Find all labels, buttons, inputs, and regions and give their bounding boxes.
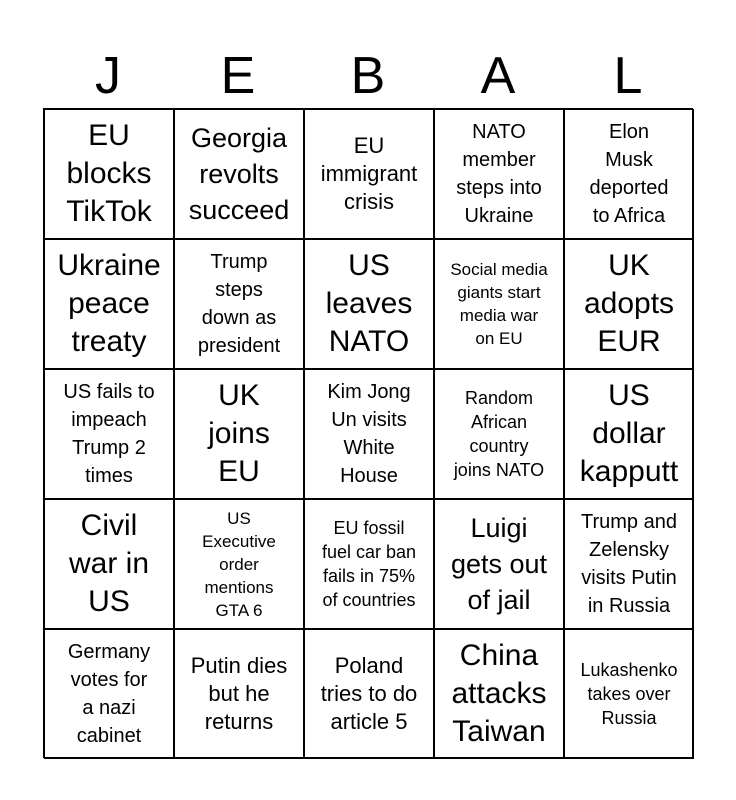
cell-text: EU immigrant crisis [320,133,418,214]
cell-text: Trump steps down as president [197,251,281,357]
bingo-cell[interactable] [564,629,694,759]
header-letter-e: E [220,47,256,105]
bingo-cell[interactable] [44,109,174,239]
cell-text: Civil war in US [68,509,150,618]
cell-text: NATO member steps into Ukraine [456,121,542,227]
cell-text: UK adopts EUR [583,249,675,358]
bingo-cell[interactable] [434,499,564,629]
bingo-cell[interactable] [434,109,564,239]
cell-text: US leaves NATO [325,249,413,358]
bingo-cell[interactable] [434,239,564,369]
bingo-cell[interactable] [434,369,564,499]
header-letter-b: B [350,47,386,105]
cell-text: Germany votes for a nazi cabinet [67,641,151,747]
bingo-cell[interactable] [564,499,694,629]
cell-text: Georgia revolts succeed [188,123,290,225]
bingo-cell[interactable] [304,499,434,629]
bingo-cell[interactable] [44,629,174,759]
cell-text: Elon Musk deported to Africa [589,121,669,227]
header-letter-l: L [613,47,643,105]
cell-text: Kim Jong Un visits White House [327,381,411,487]
bingo-cell[interactable] [174,109,304,239]
bingo-cell[interactable] [304,369,434,499]
bingo-cell[interactable] [304,629,434,759]
header-letter-j: J [95,47,121,105]
cell-text: US fails to impeach Trump 2 times [63,381,155,487]
cell-text: Poland tries to do article 5 [320,653,418,734]
bingo-cell[interactable] [44,239,174,369]
bingo-grid [43,108,693,758]
bingo-cell[interactable] [304,239,434,369]
bingo-cell[interactable] [44,499,174,629]
bingo-cell[interactable] [434,629,564,759]
cell-text: Social media giants start media war on EU [450,260,548,348]
cell-text: UK joins EU [208,379,270,488]
cell-text: Lukashenko takes over Russia [580,660,678,728]
bingo-cell[interactable] [304,109,434,239]
cell-text: EU fossil fuel car ban fails in 75% of countries [321,518,417,610]
cell-text: Putin dies but he returns [190,653,288,734]
cell-text: US dollar kapputt [579,379,679,488]
bingo-cell[interactable] [564,369,694,499]
bingo-cell[interactable] [174,239,304,369]
cell-text: EU blocks TikTok [66,119,152,228]
bingo-header [43,44,693,108]
bingo-cell[interactable] [564,239,694,369]
bingo-cell[interactable] [174,629,304,759]
bingo-cell[interactable] [44,369,174,499]
bingo-cell[interactable] [174,369,304,499]
header-letter-a: A [480,47,516,105]
cell-text: China attacks Taiwan [451,639,547,748]
cell-text: Luigi gets out of jail [450,513,548,615]
cell-text: Ukraine peace treaty [57,249,161,358]
cell-text: US Executive order mentions GTA 6 [202,508,276,620]
bingo-cell[interactable] [564,109,694,239]
cell-text: Trump and Zelensky visits Putin in Russia [581,511,677,617]
bingo-cell[interactable] [174,499,304,629]
cell-text: Random African country joins NATO [453,388,545,480]
